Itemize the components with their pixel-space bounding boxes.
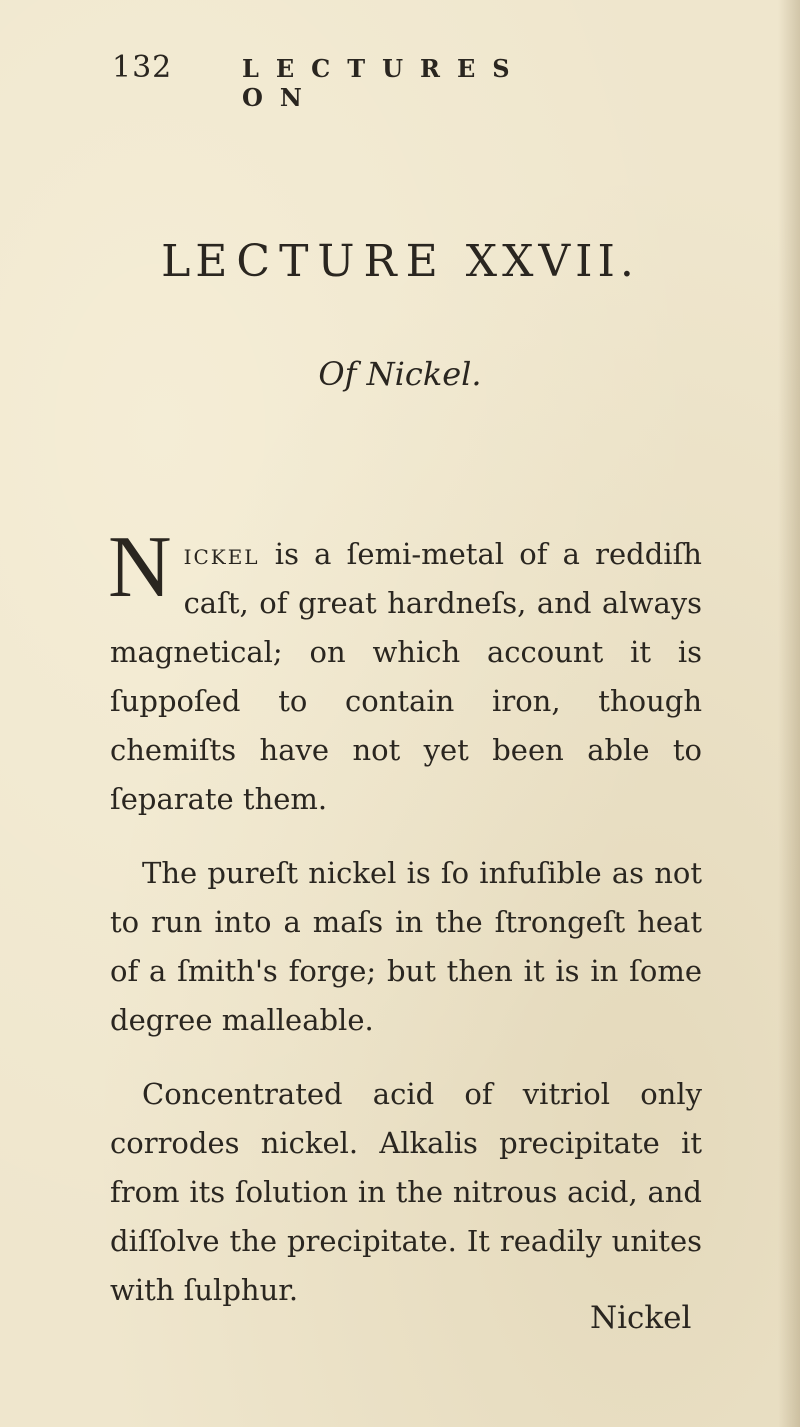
lecture-heading-initial: L — [161, 236, 196, 287]
running-title: LECTURES ON — [242, 54, 527, 112]
paragraph-1 — [108, 519, 702, 824]
paragraph-1-smallcaps: ickel — [183, 537, 260, 571]
drop-cap: N — [108, 519, 172, 616]
paragraph-3: Concentrated acid of vitriol only corrodes nickel. Alkalis precipitate it from its ſolution in the nitrous acid, and diſſolve the precipitate. It readily unites with ſulphur. — [110, 1077, 702, 1307]
lecture-number: XXVII. — [465, 236, 639, 287]
page-edge-shadow — [778, 0, 800, 1427]
catchword: Nickel — [590, 1300, 692, 1336]
lecture-subtitle: Of Nickel. — [318, 355, 482, 393]
body-text — [108, 519, 702, 1315]
paragraph-1-text: is a ſemi-metal of a reddiſh caſt, of great hardneſs, and always magnetical; on which account it is ſuppoſed to contain iron, though chemiſts have not yet been able to ſeparate them. — [110, 537, 702, 816]
lecture-heading-word: ECTURE — [195, 236, 447, 287]
paragraph-2: The pureſt nickel is ſo infuſible as not to run into a maſs in the ſtrongeſt heat of a ſmith's forge; but then it is in ſome degree malleable. — [110, 856, 702, 1037]
page-number: 132 — [112, 50, 173, 85]
running-head — [112, 50, 572, 112]
lecture-heading — [0, 236, 800, 287]
